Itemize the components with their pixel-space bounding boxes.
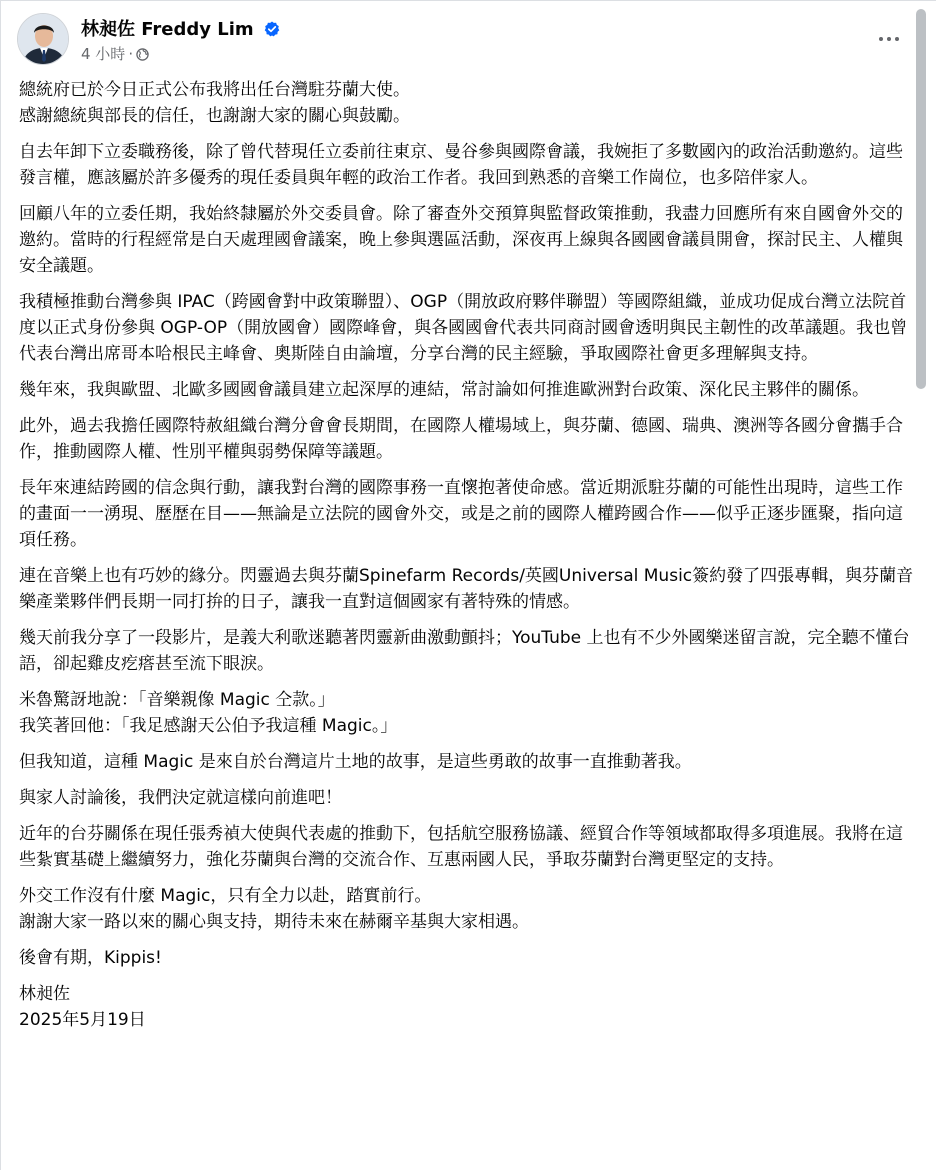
post-text-line: 與家人討論後，我們決定就這樣向前進吧！ [19, 788, 342, 808]
avatar-image [18, 14, 69, 65]
more-dot [895, 37, 899, 41]
post-paragraph [19, 883, 915, 935]
post-paragraph [19, 749, 915, 775]
post-paragraph [19, 625, 915, 677]
post-text-line: 米魯驚訝地說：「音樂親像 Magic 仝款。」 [19, 690, 335, 710]
post-paragraph [19, 945, 915, 971]
post-text-line: 外交工作沒有什麼 Magic，只有全力以赴，踏實前行。 [19, 886, 432, 906]
post-paragraph [19, 377, 915, 403]
post-paragraph [19, 785, 915, 811]
post-paragraph [19, 413, 915, 465]
post-paragraph [19, 475, 915, 553]
scrollbar-thumb[interactable] [916, 9, 926, 389]
post-text-line: 但我知道，這種 Magic 是來自於台灣這片土地的故事，是這些勇敢的故事一直推動著我。 [19, 752, 692, 772]
verified-badge-icon [264, 21, 280, 37]
author-name-text[interactable]: 林昶佐 Freddy Lim [81, 19, 254, 40]
more-dot [887, 37, 891, 41]
post-text-line: 回顧八年的立委任期，我始終隸屬於外交委員會。除了審查外交預算與監督政策推動，我盡力回應所有來自國會外交的邀約。當時的行程經常是白天處理國會議案，晚上參與選區活動，深夜再上線與各國國會議員開會，探討民主、人權與安全議題。 [19, 204, 903, 276]
author-name[interactable] [81, 15, 280, 41]
post-paragraph [19, 201, 915, 279]
post-body [19, 77, 915, 1043]
post-timestamp[interactable]: 4 小時 [81, 45, 126, 63]
post-text-line: 此外，過去我擔任國際特赦組織台灣分會會長期間，在國際人權場域上，與芬蘭、德國、瑞典、澳洲等各國分會攜手合作，推動國際人權、性別平權與弱勢保障等議題。 [19, 416, 903, 462]
post-paragraph [19, 77, 915, 129]
author-avatar[interactable] [17, 13, 69, 65]
post-paragraph [19, 687, 915, 739]
post-text-line: 2025年5月19日 [19, 1010, 146, 1030]
post-text-line: 謝謝大家一路以來的關心與支持，期待未來在赫爾辛基與大家相遇。 [19, 912, 529, 932]
post-text-line: 自去年卸下立委職務後，除了曾代替現任立委前往東京、曼谷參與國際會議，我婉拒了多數國內的政治活動邀約。這些發言權，應該屬於許多優秀的現任委員與年輕的政治工作者。我回到熟悉的音樂工作崗位，也多陪伴家人。 [19, 142, 903, 188]
post-text-line: 長年來連結跨國的信念與行動，讓我對台灣的國際事務一直懷抱著使命感。當近期派駐芬蘭的可能性出現時，這些工作的畫面一一湧現、歷歷在目——無論是立法院的國會外交，或是之前的國際人權跨國合作——似乎正逐步匯聚，指向這項任務。 [19, 478, 903, 550]
post-paragraph [19, 289, 915, 367]
post-text-line: 近年的台芬關係在現任張秀禎大使與代表處的推動下，包括航空服務協議、經貿合作等領域都取得多項進展。我將在這些紮實基礎上繼續努力，強化芬蘭與台灣的交流合作、互惠兩國人民，爭取芬蘭對台灣更堅定的支持。 [19, 824, 903, 870]
meta-separator: · [128, 45, 134, 63]
post-text-line: 連在音樂上也有巧妙的緣分。閃靈過去與芬蘭Spinefarm Records/英國Universal Music簽約發了四張專輯，與芬蘭音樂產業夥伴們長期一同打拚的日子，讓我一直對這個國家有著特殊的情感。 [19, 566, 914, 612]
post-text-line: 我笑著回他：「我足感謝天公伯予我這種 Magic。」 [19, 716, 398, 736]
more-options-icon[interactable] [871, 25, 907, 53]
post-meta [81, 43, 149, 64]
post-text-line: 林昶佐 [19, 984, 70, 1004]
post-paragraph [19, 821, 915, 873]
post-text-line: 總統府已於今日正式公布我將出任台灣駐芬蘭大使。 [19, 80, 410, 100]
post-text-line: 幾天前我分享了一段影片，是義大利歌迷聽著閃靈新曲激動顫抖；YouTube 上也有不少外國樂迷留言說，完全聽不懂台語，卻起雞皮疙瘩甚至流下眼淚。 [19, 628, 910, 674]
post-paragraph [19, 139, 915, 191]
post-header [17, 13, 907, 69]
post-text-line: 幾年來，我與歐盟、北歐多國國會議員建立起深厚的連結，常討論如何推進歐洲對台政策、深化民主夥伴的關係。 [19, 380, 869, 400]
post-text-line: 我積極推動台灣參與 IPAC（跨國會對中政策聯盟）、OGP（開放政府夥伴聯盟）等國際組織，並成功促成台灣立法院首度以正式身份參與 OGP-OP（開放國會）國際峰會，與各國國會代表共同商討國會透明與民主韌性的改革議題。我也曾代表台灣出席哥本哈根民主峰會、奧斯陸自由論壇，分享台灣的民主經驗，爭取國際社會更多理解與支持。 [19, 292, 908, 364]
post-paragraph [19, 563, 915, 615]
post-paragraph [19, 981, 915, 1033]
globe-icon[interactable] [136, 48, 149, 61]
more-dot [879, 37, 883, 41]
post-text-line: 感謝總統與部長的信任，也謝謝大家的關心與鼓勵。 [19, 106, 410, 126]
post-text-line: 後會有期，Kippis! [19, 948, 162, 968]
